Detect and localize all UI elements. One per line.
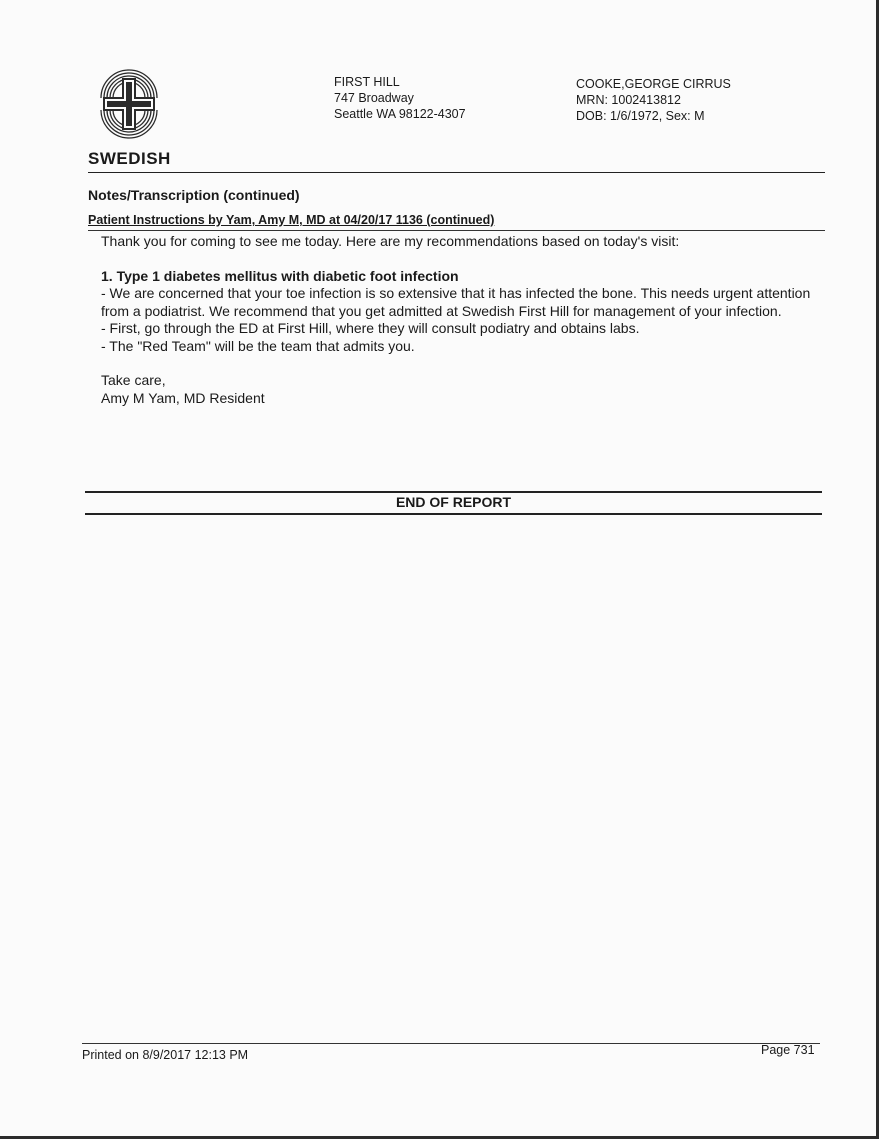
printed-timestamp: Printed on 8/9/2017 12:13 PM (82, 1048, 249, 1062)
instructions-header: Patient Instructions by Yam, Amy M, MD at 04/20/17 1136 (continued) (88, 213, 495, 227)
patient-dob: DOB: 1/6/1972, Sex: M (576, 109, 705, 123)
section-title: Notes/Transcription (continued) (88, 187, 300, 203)
brand-name: SWEDISH (88, 149, 171, 168)
address-line-2: 747 Broadway (334, 91, 414, 105)
footer-divider (82, 1043, 820, 1044)
instruction-line: - We are concerned that your toe infection is so extensive that it has infected the bone. This needs urgent attention from a podiatrist. We recommend that you get admitted at Swedish First Hill for management of your infection. (101, 285, 811, 319)
signoff-closing: Take care, (101, 372, 166, 388)
facility-address (334, 74, 466, 122)
intro-text: Thank you for coming to see me today. Here are my recommendations based on today's visit: (101, 233, 680, 249)
end-of-report-top-rule (85, 491, 822, 493)
address-line-3: Seattle WA 98122-4307 (334, 107, 466, 121)
address-line-1: FIRST HILL (334, 75, 400, 89)
end-of-report-bottom-rule (85, 513, 822, 515)
diagnosis-title: 1. Type 1 diabetes mellitus with diabetic foot infection (101, 267, 459, 284)
instruction-line: - The "Red Team" will be the team that admits you. (101, 337, 415, 354)
patient-name: COOKE,GEORGE CIRRUS (576, 77, 731, 91)
signoff-signature: Amy M Yam, MD Resident (101, 389, 265, 406)
page-number: Page 731 (761, 1043, 815, 1057)
swedish-logo-icon (93, 68, 165, 140)
patient-info (576, 76, 731, 124)
instruction-line: - First, go through the ED at First Hill, where they will consult podiatry and obtains labs. (101, 320, 640, 336)
instructions-body (101, 233, 821, 407)
header-divider (88, 172, 825, 173)
instructions-divider (88, 230, 825, 231)
end-of-report-label: END OF REPORT (395, 494, 512, 510)
patient-mrn: MRN: 1002413812 (576, 93, 681, 107)
